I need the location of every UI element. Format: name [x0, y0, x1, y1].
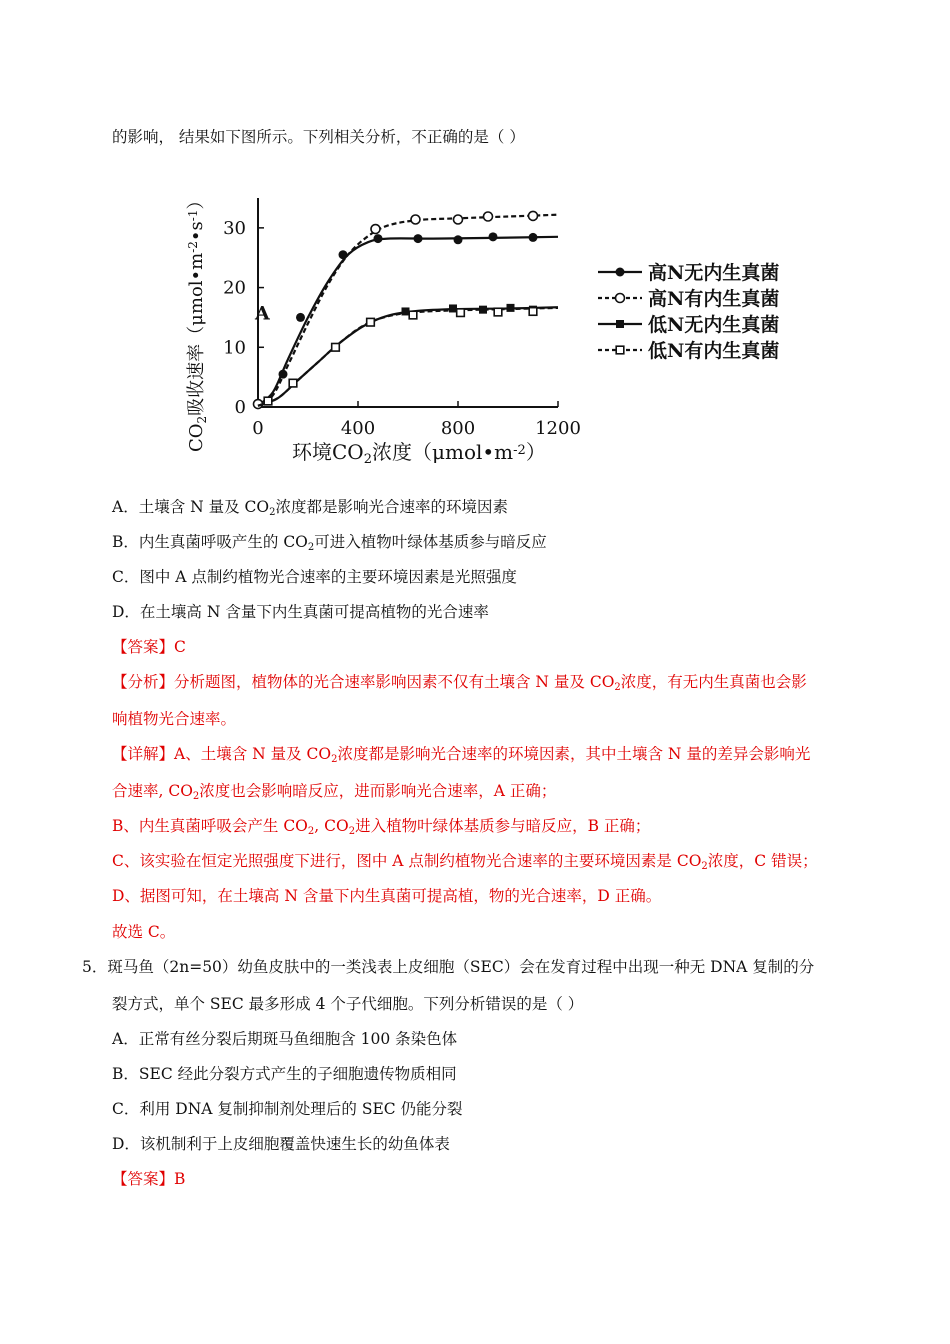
legend-marker-4	[616, 346, 624, 354]
y-axis-label-part: CO	[186, 423, 207, 452]
x-axis-label-part: 2	[363, 451, 372, 467]
q5-option-b: B．SEC 经此分裂方式产生的子细胞遗传物质相同	[112, 1065, 457, 1083]
q4-detail-line-1: 【详解】A、土壤含 N 量及 $CO_2$浓度都是影响光合速率的环境因素，其中土壤含 N 量的差异会影响光	[112, 745, 811, 765]
data-point-series-2	[411, 215, 420, 224]
data-point-series-3	[507, 304, 515, 312]
y-tick-label: 20	[223, 277, 246, 299]
data-point-series-4	[332, 343, 340, 351]
q4-option-d: D．在土壤高 N 含量下内生真菌可提高植物的光合速率	[112, 603, 489, 621]
data-point-series-1	[374, 234, 383, 243]
data-point-series-1	[489, 232, 498, 241]
data-point-series-4	[457, 309, 465, 317]
data-point-series-4	[409, 311, 417, 319]
legend-marker-1	[616, 268, 625, 277]
q4-analysis-line-2: 响植物光合速率。	[112, 710, 237, 728]
y-axis-label	[186, 192, 209, 452]
data-point-series-1	[414, 234, 423, 243]
q5-stem-line-1: 5．斑马鱼（2n=50）幼鱼皮肤中的一类浅表上皮细胞（SEC）会在发育过程中出现一种无 DNA 复制的分	[82, 958, 815, 976]
x-axis-label-part: -2	[513, 442, 526, 458]
y-axis-label-part: -1	[186, 209, 201, 222]
data-point-series-2	[484, 212, 493, 221]
q4-detail-line-2: 合速率, $CO_2$浓度也会影响暗反应，进而影响光合速率，A 正确；	[112, 782, 557, 802]
x-tick-label: 400	[340, 418, 376, 439]
point-a-label: A	[255, 302, 270, 325]
legend-marker-3	[616, 320, 624, 328]
q4-choose: 故选 C。	[112, 923, 176, 941]
q5-option-a: A．正常有丝分裂后期斑马鱼细胞含 100 条染色体	[112, 1030, 458, 1048]
legend-label-1: 高N无内生真菌	[648, 262, 780, 284]
x-tick-label: 800	[440, 418, 476, 439]
q4-answer: 【答案】C	[112, 638, 186, 656]
series-line-4	[258, 308, 558, 406]
q5-answer: 【答案】B	[112, 1170, 186, 1188]
data-point-series-2	[454, 215, 463, 224]
data-point-series-2	[529, 211, 538, 220]
y-tick-label: 0	[234, 397, 246, 418]
co2-absorption-chart	[180, 160, 820, 470]
x-axis-label-part: 浓度（μmol•m	[371, 440, 514, 464]
data-point-series-1	[529, 233, 538, 242]
q4-option-b: B．内生真菌呼吸产生的 $CO_2$可进入植物叶绿体基质参与暗反应	[112, 533, 547, 553]
legend-label-3: 低N无内生真菌	[648, 314, 780, 336]
data-point-series-4	[494, 308, 502, 316]
data-point-series-4	[289, 379, 297, 387]
x-tick-label: 1200	[535, 418, 581, 439]
data-point-series-2	[371, 225, 380, 234]
data-point-series-4	[264, 397, 272, 405]
q5-stem-line-2: 裂方式，单个 SEC 最多形成 4 个子代细胞。下列分析错误的是（ ）	[112, 995, 584, 1013]
legend-label-4: 低N有内生真菌	[648, 340, 780, 362]
x-axis-label	[292, 440, 546, 467]
y-axis-label-part: -2	[186, 241, 201, 253]
x-axis-label-part: ）	[525, 440, 546, 464]
q4-option-a: A．土壤含 N 量及 $CO_2$浓度都是影响光合速率的环境因素	[112, 498, 508, 518]
data-point-series-4	[367, 318, 375, 326]
y-tick-label: 30	[223, 217, 246, 239]
series-line-3	[258, 307, 558, 406]
data-point-series-1	[296, 313, 305, 322]
data-point-series-1	[454, 235, 463, 244]
y-axis-label-part: 2	[194, 415, 209, 424]
y-axis-label-part: •s	[186, 221, 207, 242]
y-tick-label: 10	[223, 337, 246, 359]
q4-option-c: C．图中 A 点制约植物光合速率的主要环境因素是光照强度	[112, 568, 517, 586]
q4-analysis-line-1: 【分析】分析题图，植物体的光合速率影响因素不仅有土壤含 N 量及 $CO_2$浓度，有无内生真菌也会影	[112, 673, 807, 693]
q5-option-c: C．利用 DNA 复制抑制剂处理后的 SEC 仍能分裂	[112, 1100, 463, 1118]
question-4-stem: 的影响， 结果如下图所示。下列相关分析，不正确的是（ ）	[112, 128, 525, 146]
q4-detail-line-3: B、内生真菌呼吸会产生 $CO_2$, $CO_2$进入植物叶绿体基质参与暗反应，B 正确；	[112, 817, 651, 837]
q4-detail-line-4: C、该实验在恒定光照强度下进行，图中 A 点制约植物光合速率的主要环境因素是 $CO_2$浓度，C 错误；	[112, 852, 818, 872]
y-axis-label-part: ）	[186, 191, 207, 210]
y-axis-label-part: 吸收速率（μmol•m	[186, 252, 207, 416]
x-axis-label-part: 环境CO	[292, 440, 364, 464]
q5-option-d: D．该机制利于上皮细胞覆盖快速生长的幼鱼体表	[112, 1135, 450, 1153]
data-point-series-4	[529, 308, 537, 316]
legend-marker-2	[616, 294, 625, 303]
q4-detail-line-5: D、据图可知，在土壤高 N 含量下内生真菌可提高植，物的光合速率，D 正确。	[112, 887, 662, 905]
x-tick-label: 0	[252, 418, 264, 439]
data-point-series-1	[339, 250, 348, 259]
legend-label-2: 高N有内生真菌	[648, 288, 780, 310]
